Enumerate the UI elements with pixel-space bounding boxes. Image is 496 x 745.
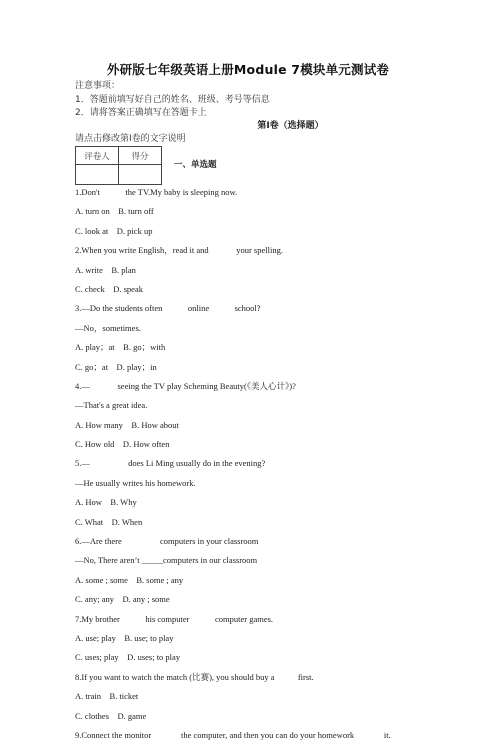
option-line: C. uses; play D. uses; to play — [75, 652, 181, 663]
question-line: 2.When you write English，read it and your spelling. — [75, 245, 283, 256]
score-header: 得分 — [119, 147, 162, 165]
option-line: C. How old D. How often — [75, 439, 170, 450]
notes-heading: 注意事项： — [75, 81, 121, 91]
section-title-wrapper — [0, 118, 496, 131]
score-table — [75, 146, 162, 185]
dialogue-line: —No, There aren’t _____computers in our classroom — [75, 555, 258, 566]
score-cell[interactable] — [119, 165, 162, 185]
question-line: 4.— seeing the TV play Scheming Beauty(《美人心计》)? — [75, 380, 296, 391]
option-line: A. turn on B. turn off — [75, 206, 154, 217]
question-line: 1.Don't the TV.My baby is sleeping now. — [75, 187, 238, 197]
option-line: A. play；at B. go；with — [75, 342, 166, 353]
option-line: A. use; play B. use; to play — [75, 632, 174, 643]
exam-title: 外研版七年级英语上册Module 7模块单元测试卷 — [106, 62, 390, 77]
option-line: C. clothes D. game — [75, 710, 147, 721]
option-line: A. some ; some B. some ; any — [75, 574, 184, 585]
option-line: C. go；at D. play；in — [75, 361, 157, 372]
dialogue-line: —No，sometimes. — [75, 322, 141, 333]
question-line: 9.Connect the monitor the computer, and then you can do your homework it. — [75, 729, 391, 740]
option-line: A. write B. plan — [75, 264, 136, 275]
option-line: C. What D. When — [75, 516, 143, 527]
section-title: 第I卷（选择题） — [257, 121, 324, 131]
option-line: C. check D. speak — [75, 283, 143, 294]
note-item-2: 2．请将答案正确填写在答题卡上 — [75, 108, 207, 118]
section-instruction[interactable]: 请点击修改第I卷的文字说明 — [75, 134, 186, 144]
option-line: C. any; any D. any ; some — [75, 594, 170, 605]
option-line: A. How B. Why — [75, 497, 137, 508]
question-line: 7.My brother his computer computer games. — [75, 613, 274, 624]
question-list — [75, 183, 475, 745]
option-line: A. How many B. How about — [75, 419, 179, 430]
note-item-1: 1．答题前填写好自己的姓名、班级、考号等信息 — [75, 95, 270, 105]
dialogue-line: —He usually writes his homework. — [75, 477, 196, 488]
option-line: A. train B. ticket — [75, 691, 139, 702]
part-title: 一、单选题 — [174, 160, 217, 170]
question-line: 3.—Do the students often online school? — [75, 303, 261, 314]
grader-cell[interactable] — [76, 165, 119, 185]
dialogue-line: —That's a great idea. — [75, 400, 148, 411]
question-line: 8.If you want to watch the match (比赛), you should buy a first. — [75, 671, 314, 682]
option-line: C. look at D. pick up — [75, 225, 153, 236]
question-line: 5.— does Li Ming usually do in the evening? — [75, 458, 266, 469]
question-line: 6.—Are there computers in your classroom — [75, 536, 259, 547]
grader-header: 评卷人 — [76, 147, 119, 165]
